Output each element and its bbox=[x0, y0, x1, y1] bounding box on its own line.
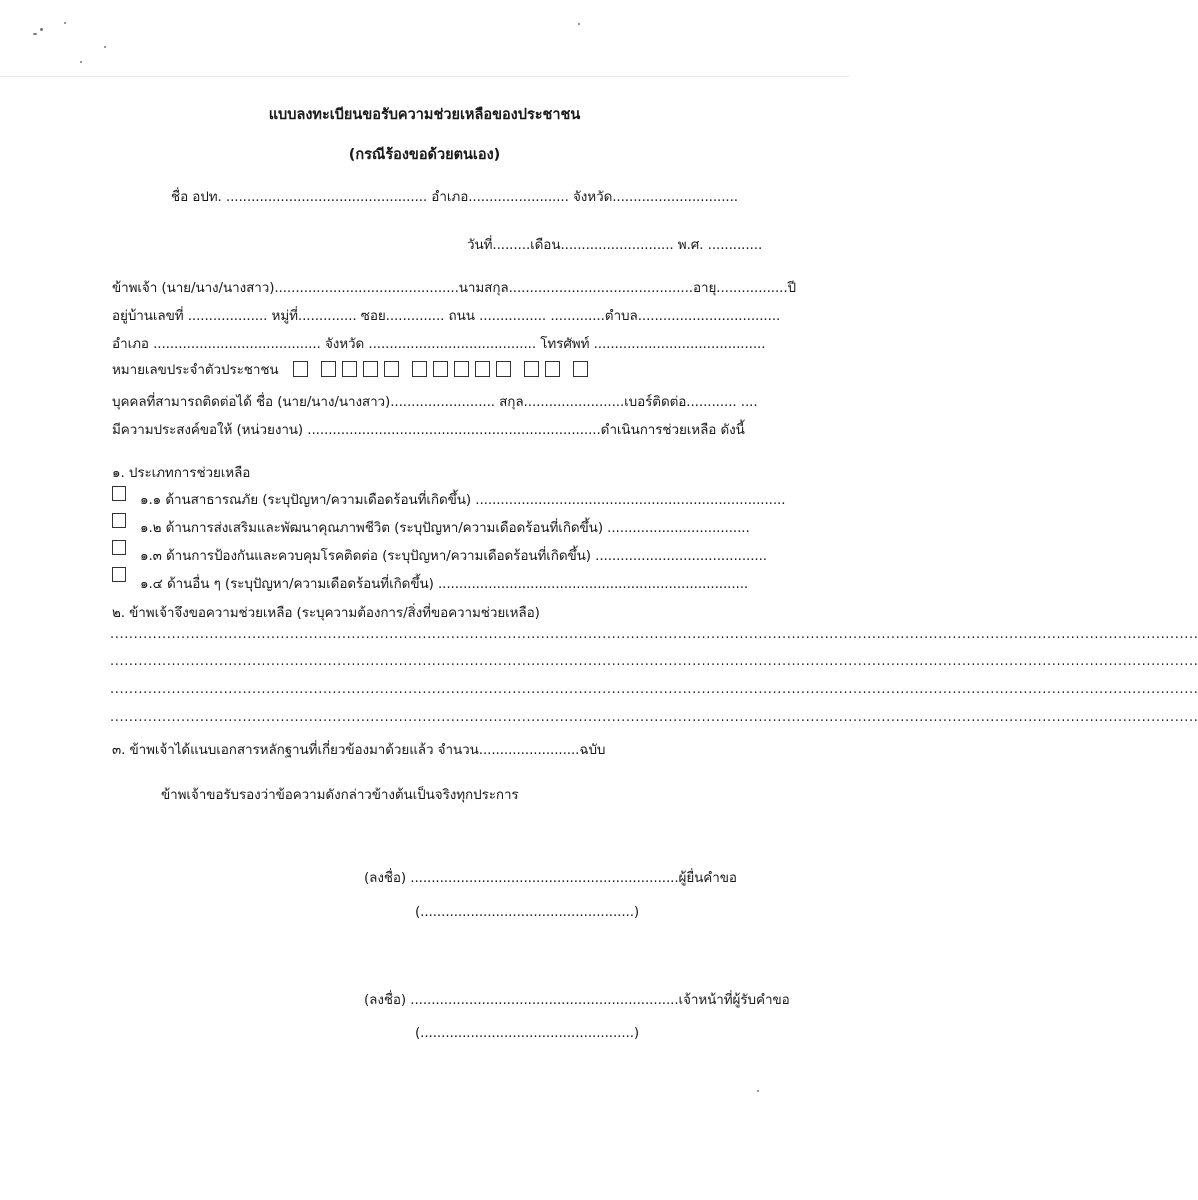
certify-statement: ข้าพเจ้าขอรับรองว่าข้อความดังกล่าวข้างต้นเป็นจริงทุกประการ bbox=[161, 787, 519, 803]
help-type-1-4: ๑.๔ ด้านอื่น ๆ (ระบุปัญหา/ความเดือดร้อนที่เกิดขึ้น) .......................................................................... bbox=[140, 576, 749, 592]
id-digit-box[interactable] bbox=[454, 361, 469, 377]
id-number-label: หมายเลขประจำตัวประชาชน bbox=[112, 362, 279, 378]
applicant-role: ผู้ยื่นคำขอ bbox=[678, 870, 737, 886]
applicant-sign-label: (ลงชื่อ) bbox=[364, 870, 407, 886]
form-title: แบบลงทะเบียนขอรับความช่วยเหลือของประชาชน bbox=[268, 107, 581, 123]
id-digit-box[interactable] bbox=[384, 361, 399, 377]
help-type-1-3: ๑.๓ ด้านการป้องกันและควบคุมโรคติดต่อ (ระบุปัญหา/ความเดือดร้อนที่เกิดขึ้น) ......................................... bbox=[140, 548, 767, 564]
section1-heading: ๑. ประเภทการช่วยเหลือ bbox=[112, 465, 251, 481]
id-digit-box[interactable] bbox=[433, 361, 448, 377]
checkbox-1-4[interactable] bbox=[112, 567, 126, 582]
id-number-row bbox=[112, 358, 588, 380]
id-digit-box[interactable] bbox=[363, 361, 378, 377]
id-digit-box[interactable] bbox=[545, 361, 560, 377]
request-line-4[interactable]: ...................................................................................................................................................................................................................................... bbox=[110, 710, 1198, 725]
request-line-2[interactable]: ...................................................................................................................................................................................................................................... bbox=[110, 654, 1198, 669]
checkbox-1-1[interactable] bbox=[112, 486, 126, 501]
address-line: อยู่บ้านเลขที่ ................... หมู่ที่.............. ซอย.............. ถนน ................ .............ตำบล.................................. bbox=[112, 308, 781, 324]
applicant-sign-field[interactable]: ................................................................ bbox=[410, 870, 679, 886]
id-digit-box[interactable] bbox=[524, 361, 539, 377]
purpose-line: มีความประสงค์ขอให้ (หน่วยงาน) ......................................................................ดำเนินการช่วยเหลือ ดังนี้ bbox=[112, 422, 745, 438]
checkbox-1-2[interactable] bbox=[112, 513, 126, 528]
officer-role: เจ้าหน้าที่ผู้รับคำขอ bbox=[678, 992, 790, 1008]
date-line: วันที่.........เดือน........................... พ.ศ. ............. bbox=[467, 237, 763, 253]
help-type-1-2: ๑.๒ ด้านการส่งเสริมและพัฒนาคุณภาพชีวิต (ระบุปัญหา/ความเดือดร้อนที่เกิดขึ้น) .................................. bbox=[140, 520, 750, 536]
section3-text: ๓. ข้าพเจ้าได้แนบเอกสารหลักฐานที่เกี่ยวข้องมาด้วยแล้ว จำนวน........................ฉบับ bbox=[112, 742, 606, 758]
id-digit-box[interactable] bbox=[293, 361, 308, 377]
officer-sign-label: (ลงชื่อ) bbox=[364, 992, 407, 1008]
applicant-name-field[interactable]: (...................................................) bbox=[415, 904, 640, 920]
district-line: อำเภอ ........................................ จังหวัด ........................................ โทรศัพท์ ......................................... bbox=[112, 336, 766, 352]
id-number-boxes bbox=[287, 362, 588, 378]
request-line-1[interactable]: ...................................................................................................................................................................................................................................... bbox=[110, 627, 1198, 642]
officer-sign-field[interactable]: ................................................................ bbox=[410, 992, 679, 1008]
contact-line: บุคคลที่สามารถติดต่อได้ ชื่อ (นาย/นาง/นางสาว)......................... สกุล........................เบอร์ติดต่อ............ .... bbox=[112, 394, 758, 410]
org-line: ชื่อ อปท. ................................................ อำเภอ........................ จังหวัด.............................. bbox=[171, 189, 738, 205]
officer-signature-line bbox=[364, 988, 790, 1010]
form-subtitle: (กรณีร้องขอด้วยตนเอง) bbox=[348, 147, 501, 163]
applicant-signature-line bbox=[364, 866, 737, 888]
id-digit-box[interactable] bbox=[496, 361, 511, 377]
help-type-1-1: ๑.๑ ด้านสาธารณภัย (ระบุปัญหา/ความเดือดร้อนที่เกิดขึ้น) .......................................................................... bbox=[140, 492, 786, 508]
request-line-3[interactable]: ...................................................................................................................................................................................................................................... bbox=[110, 682, 1198, 697]
checkbox-1-3[interactable] bbox=[112, 540, 126, 555]
id-digit-box[interactable] bbox=[412, 361, 427, 377]
id-digit-box[interactable] bbox=[475, 361, 490, 377]
officer-name-field[interactable]: (...................................................) bbox=[415, 1025, 640, 1041]
id-digit-box[interactable] bbox=[573, 361, 588, 377]
applicant-name-line: ข้าพเจ้า (นาย/นาง/นางสาว)............................................นามสกุล............................................อายุ.................ปี bbox=[112, 280, 797, 296]
scan-line bbox=[0, 76, 849, 77]
id-digit-box[interactable] bbox=[321, 361, 336, 377]
id-digit-box[interactable] bbox=[342, 361, 357, 377]
section2-heading: ๒. ข้าพเจ้าจึงขอความช่วยเหลือ (ระบุความต้องการ/สิ่งที่ขอความช่วยเหลือ) bbox=[112, 605, 540, 621]
